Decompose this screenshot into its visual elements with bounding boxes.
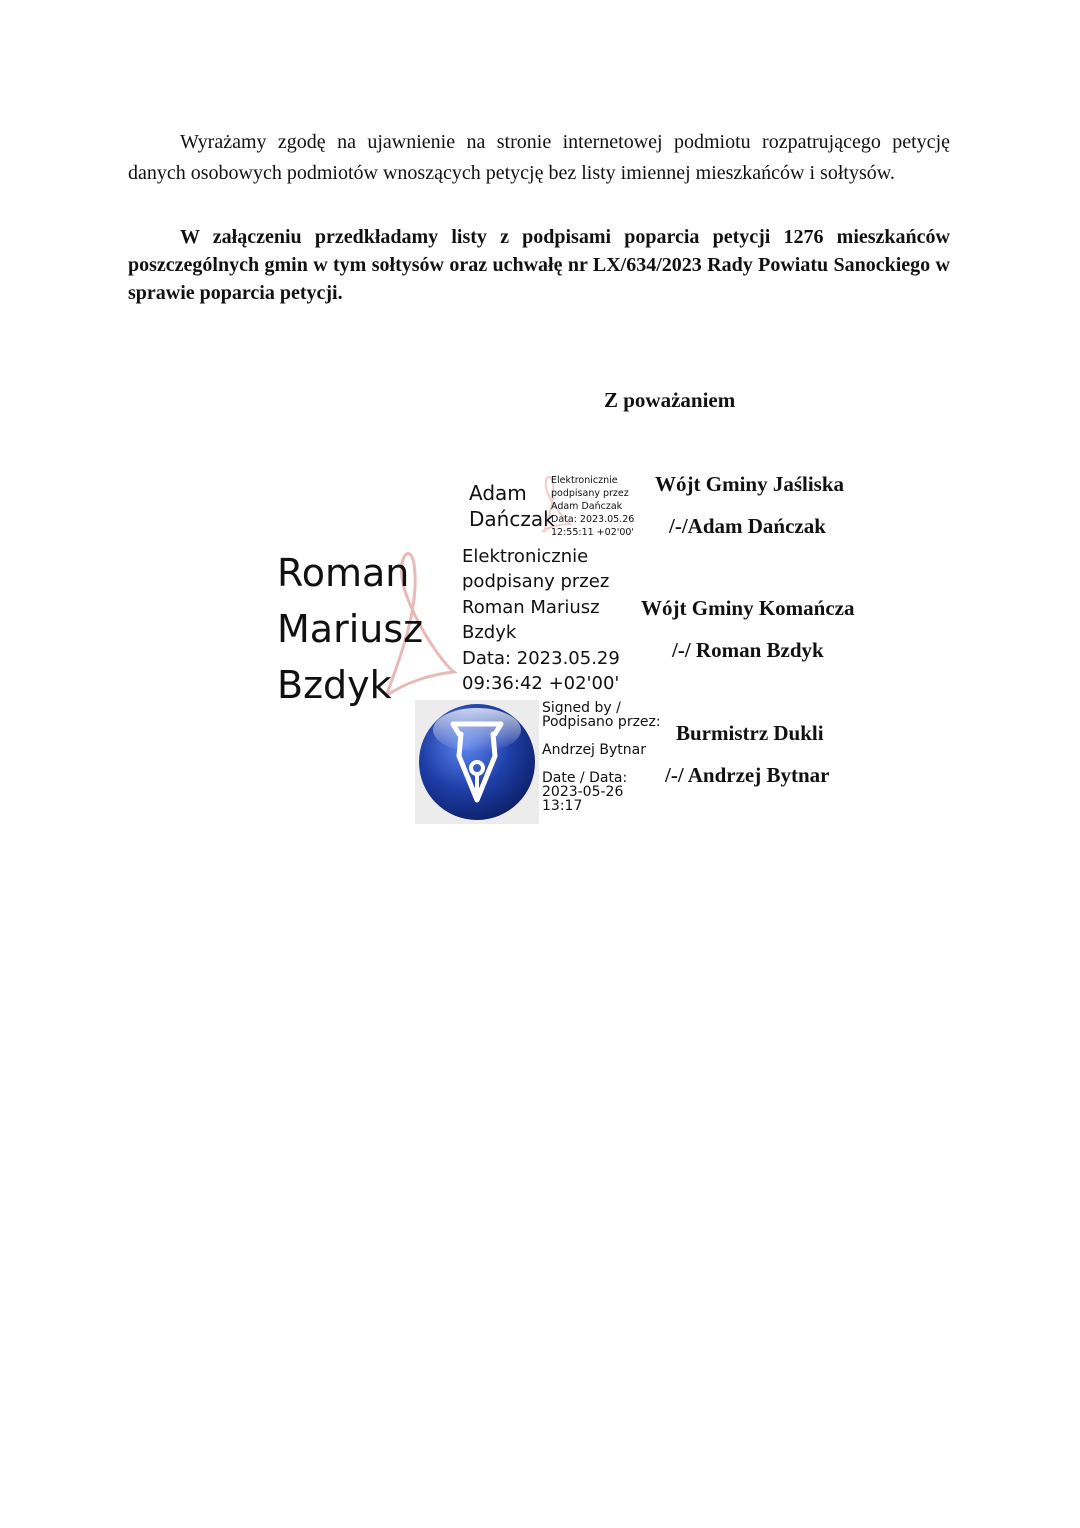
- role-komancza: Wójt Gminy Komańcza: [641, 596, 855, 620]
- signer-name-danczak: Adam Dańczak: [469, 481, 555, 531]
- role-jasliska: Wójt Gminy Jaśliska: [655, 472, 845, 496]
- role-dukla: Burmistrz Dukli: [676, 721, 824, 745]
- attachment-text: W załączeniu przedkładamy listy z podpisami poparcia petycji 1276 mieszkańców poszczególnych gmin w tym sołtysów oraz uchwałę nr LX/634/2023 Rady Powiatu Sanockiego w sprawie poparcia petycji.: [128, 226, 950, 304]
- attachment-paragraph: [128, 223, 950, 307]
- consent-paragraph: [128, 127, 950, 189]
- signature-meta-danczak: Elektronicznie podpisany przez Adam Dańczak Data: 2023.05.26 12:55:11 +02'00': [551, 475, 635, 538]
- signer-name-bzdyk: Roman Mariusz Bzdyk: [277, 551, 424, 707]
- signature-meta-bzdyk: Elektronicznie podpisany przez Roman Mariusz Bzdyk Data: 2023.05.29 09:36:42 +02'00': [462, 546, 620, 695]
- closing-phrase: Z poważaniem: [604, 388, 736, 412]
- consent-text: Wyrażamy zgodę na ujawnienie na stronie internetowej podmiotu rozpatrującego petycję danych osobowych podmiotów wnoszących petycję bez listy imiennej mieszkańców i sołtysów.: [128, 131, 950, 184]
- signed-danczak: /-/Adam Dańczak: [669, 514, 826, 538]
- signature-meta-bytnar: Signed by / Podpisano przez: Andrzej Bytnar Date / Data: 2023-05-26 13:17: [542, 700, 661, 814]
- fountain-pen-nib-icon: [415, 700, 539, 824]
- signed-bzdyk: /-/ Roman Bzdyk: [672, 638, 824, 662]
- signed-bytnar: /-/ Andrzej Bytnar: [665, 763, 830, 787]
